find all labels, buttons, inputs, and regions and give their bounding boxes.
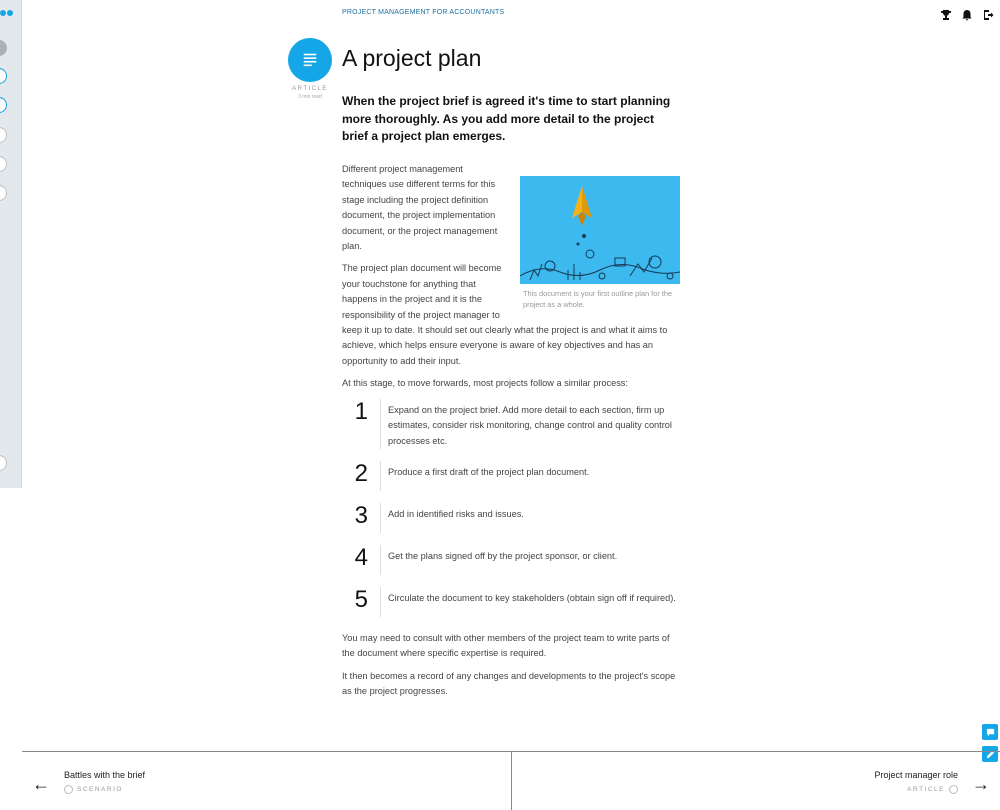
bell-icon[interactable] [961, 8, 973, 20]
step-text: Produce a first draft of the project plan document. [380, 461, 680, 491]
body-paragraph: The project plan document will become your touchstone for anything that happens in the project and it is the responsibility of the project manager to keep it up to date. It should set out clearly what the project is and what it aims to achieve, which helps ensure everyone is aware of key objectives and has an opportunity to add their input. [342, 263, 668, 366]
next-type: ARTICLE [907, 786, 945, 793]
prev-title[interactable]: Battles with the brief [64, 770, 146, 780]
body-paragraph: At this stage, to move forwards, most projects follow a similar process: [342, 378, 628, 389]
footer-divider [511, 752, 512, 810]
step-number: 2 [354, 459, 368, 487]
sidebar-collapse-marker[interactable] [0, 455, 7, 471]
article-type-label: ARTICLE [292, 86, 328, 92]
step-text: Get the plans signed off by the project sponsor, or client. [380, 545, 680, 575]
list-item [342, 461, 680, 491]
list-item [342, 587, 680, 617]
list-item [342, 545, 680, 575]
chat-icon [986, 728, 995, 737]
document-lines-icon [301, 51, 319, 69]
sidebar-step-marker[interactable] [0, 97, 7, 113]
step-text: Add in identified risks and issues. [380, 503, 680, 533]
arrow-left-icon[interactable]: ← [32, 774, 50, 794]
article-body [342, 162, 680, 707]
step-number: 4 [354, 543, 368, 571]
scenario-icon [64, 785, 73, 794]
sidebar-step-marker[interactable] [0, 40, 7, 56]
footer-nav [22, 751, 1000, 810]
list-item [342, 503, 680, 533]
step-number: 1 [354, 397, 368, 425]
body-paragraph: Different project management techniques use different terms for this stage including the project definition document, the project implementation document, or the project management plan. [342, 164, 498, 252]
trophy-icon[interactable] [940, 8, 952, 20]
process-steps [342, 399, 680, 617]
logo-icon[interactable] [0, 9, 14, 17]
next-link[interactable] [874, 770, 990, 794]
article-figure [520, 176, 680, 310]
body-paragraph: It then becomes a record of any changes and developments to the project's scope as the project progresses. [342, 670, 676, 697]
list-item [342, 399, 680, 449]
prev-type: SCENARIO [77, 786, 123, 793]
left-sidebar [0, 0, 22, 488]
sidebar-step-marker[interactable] [0, 156, 7, 172]
step-text: Expand on the project brief. Add more detail to each section, firm up estimates, consider risk monitoring, change control and quality control processes etc. [380, 399, 680, 449]
article-icon [288, 38, 332, 82]
paper-plane-image [520, 176, 680, 284]
sidebar-step-marker[interactable] [0, 68, 7, 84]
prev-link[interactable] [32, 770, 145, 794]
image-caption: This document is your first outline plan for the project as a whole. [523, 289, 673, 309]
step-number: 3 [354, 501, 368, 529]
top-toolbar [940, 8, 994, 20]
next-title[interactable]: Project manager role [874, 770, 958, 780]
arrow-right-icon[interactable]: → [972, 774, 990, 794]
logout-icon[interactable] [982, 8, 994, 20]
body-paragraph: You may need to consult with other members of the project team to write parts of the document where specific expertise is required. [342, 632, 670, 659]
sidebar-step-marker[interactable] [0, 127, 7, 143]
course-title[interactable]: PROJECT MANAGEMENT FOR ACCOUNTANTS [342, 9, 505, 16]
sidebar-step-marker[interactable] [0, 185, 7, 201]
step-text: Circulate the document to key stakeholders (obtain sign off if required). [380, 587, 680, 617]
article-type-icon [949, 785, 958, 794]
feedback-button[interactable] [982, 724, 998, 740]
read-time: 3 min read [298, 94, 322, 100]
step-number: 5 [354, 585, 368, 613]
page-title: A project plan [342, 45, 482, 71]
article-intro: When the project brief is agreed it's time to start planning more thoroughly. As you add more detail to the project brief a project plan emerges. [342, 94, 671, 143]
